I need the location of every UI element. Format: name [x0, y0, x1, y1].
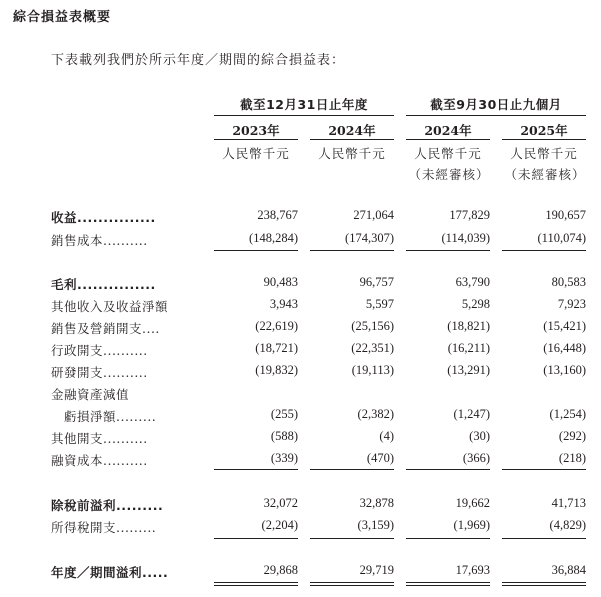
row-label-other-expenses: 其他開支.......... [51, 431, 148, 446]
col-year-2: 2024年 [328, 123, 376, 138]
cell-cos-2024: (174,307) [345, 231, 394, 245]
cell-cos-9m2025: (110,074) [537, 231, 586, 245]
group-header-interim: 截至9月30日止九個月 [430, 97, 562, 112]
year-rule-2 [310, 139, 394, 140]
cell-oe-9m2024: (30) [469, 429, 490, 443]
cell-revenue-9m2025: 190,657 [545, 208, 586, 222]
cell-oi-2023: 3,943 [269, 297, 298, 311]
cell-tax-2023: (2,204) [261, 518, 298, 532]
cell-oe-9m2025: (292) [558, 429, 586, 443]
cell-np-9m2025: 36,884 [551, 563, 586, 577]
subtotal-rule [502, 469, 586, 470]
cell-cos-9m2024: (114,039) [441, 231, 490, 245]
total-double-rule [214, 582, 298, 586]
cell-tax-2024: (3,159) [357, 518, 394, 532]
subtotal-rule [406, 538, 490, 539]
section-title: 綜合損益表概要 [13, 10, 112, 25]
cell-revenue-2024: 271,064 [353, 208, 394, 222]
subtotal-rule [310, 538, 394, 539]
cell-oi-2024: 5,597 [365, 297, 394, 311]
subtotal-rule [502, 250, 586, 251]
cell-il-9m2024: (1,247) [453, 407, 490, 421]
col-unit-3: 人民幣千元 [414, 146, 482, 161]
cell-oe-2023: (588) [270, 429, 298, 443]
subtotal-rule [214, 250, 298, 251]
cell-cos-2023: (148,284) [249, 231, 298, 245]
col-unit-4: 人民幣千元 [510, 146, 578, 161]
year-rule-4 [502, 139, 586, 140]
cell-np-9m2024: 17,693 [455, 563, 490, 577]
total-double-rule [310, 582, 394, 586]
cell-tax-9m2025: (4,829) [549, 518, 586, 532]
col-unit-1: 人民幣千元 [222, 146, 290, 161]
total-double-rule [406, 582, 490, 586]
subtotal-rule [214, 469, 298, 470]
cell-rd-2024: (19,113) [351, 363, 394, 377]
row-label-cost-of-sales: 銷售成本.......... [51, 233, 148, 248]
row-label-impairment: 金融資產減值 [51, 387, 130, 402]
row-label-finance-costs: 融資成本.......... [51, 453, 148, 468]
cell-il-2023: (255) [270, 407, 298, 421]
cell-tax-9m2024: (1,969) [453, 518, 490, 532]
row-label-profit-for-period: 年度／期間溢利..... [51, 565, 169, 580]
cell-il-2024: (2,382) [357, 407, 394, 421]
cell-pbt-2023: 32,072 [263, 496, 298, 510]
row-label-impairment-loss: 虧損淨額......... [64, 409, 157, 424]
cell-ae-2024: (22,351) [351, 341, 394, 355]
cell-pbt-2024: 32,878 [359, 496, 394, 510]
row-label-income-tax: 所得稅開支......... [51, 520, 157, 535]
cell-pbt-9m2025: 41,713 [551, 496, 586, 510]
cell-se-9m2024: (18,821) [447, 319, 490, 333]
cell-ae-9m2024: (16,211) [447, 341, 490, 355]
cell-se-9m2025: (15,421) [543, 319, 586, 333]
row-label-revenue: 收益............... [51, 210, 156, 225]
group-rule-annual [214, 115, 394, 116]
cell-revenue-2023: 238,767 [257, 208, 298, 222]
cell-fc-9m2024: (366) [462, 451, 490, 465]
col-unit-2: 人民幣千元 [318, 146, 386, 161]
col-note-3: （未經審核） [408, 167, 490, 182]
cell-rd-9m2025: (13,160) [543, 363, 586, 377]
subtotal-rule [406, 469, 490, 470]
cell-ae-2023: (18,721) [255, 341, 298, 355]
subtotal-rule [502, 538, 586, 539]
row-label-rnd-expenses: 研發開支.......... [51, 365, 148, 380]
cell-fc-2024: (470) [366, 451, 394, 465]
cell-se-2023: (22,619) [255, 319, 298, 333]
group-header-annual: 截至12月31日止年度 [240, 97, 368, 112]
cell-revenue-9m2024: 177,829 [449, 208, 490, 222]
cell-gp-2023: 90,483 [263, 275, 298, 289]
col-year-3: 2024年 [424, 123, 472, 138]
col-year-1: 2023年 [232, 123, 280, 138]
cell-oi-9m2024: 5,298 [461, 297, 490, 311]
cell-gp-9m2025: 80,583 [551, 275, 586, 289]
cell-gp-9m2024: 63,790 [455, 275, 490, 289]
cell-np-2023: 29,868 [263, 563, 298, 577]
total-double-rule [502, 582, 586, 586]
cell-oe-2024: (4) [379, 429, 394, 443]
intro-text: 下表載列我們於所示年度／期間的綜合損益表： [51, 53, 346, 68]
col-year-4: 2025年 [520, 123, 568, 138]
row-label-profit-before-tax: 除稅前溢利......... [51, 498, 164, 513]
row-label-selling-expenses: 銷售及營銷開支.... [51, 321, 160, 336]
row-label-gross-profit: 毛利............... [51, 277, 156, 292]
cell-rd-2023: (19,832) [255, 363, 298, 377]
subtotal-rule [214, 538, 298, 539]
year-rule-3 [406, 139, 490, 140]
cell-fc-9m2025: (218) [558, 451, 586, 465]
group-rule-interim [406, 115, 586, 116]
subtotal-rule [310, 250, 394, 251]
cell-ae-9m2025: (16,448) [543, 341, 586, 355]
cell-rd-9m2024: (13,291) [447, 363, 490, 377]
cell-oi-9m2025: 7,923 [557, 297, 586, 311]
col-note-4: （未經審核） [504, 167, 586, 182]
subtotal-rule [310, 469, 394, 470]
row-label-admin-expenses: 行政開支.......... [51, 343, 148, 358]
cell-fc-2023: (339) [270, 451, 298, 465]
cell-pbt-9m2024: 19,662 [455, 496, 490, 510]
row-label-other-income: 其他收入及收益淨額 [51, 299, 169, 314]
cell-il-9m2025: (1,254) [549, 407, 586, 421]
subtotal-rule [406, 250, 490, 251]
cell-gp-2024: 96,757 [359, 275, 394, 289]
cell-np-2024: 29,719 [359, 563, 394, 577]
year-rule-1 [214, 139, 298, 140]
cell-se-2024: (25,156) [351, 319, 394, 333]
